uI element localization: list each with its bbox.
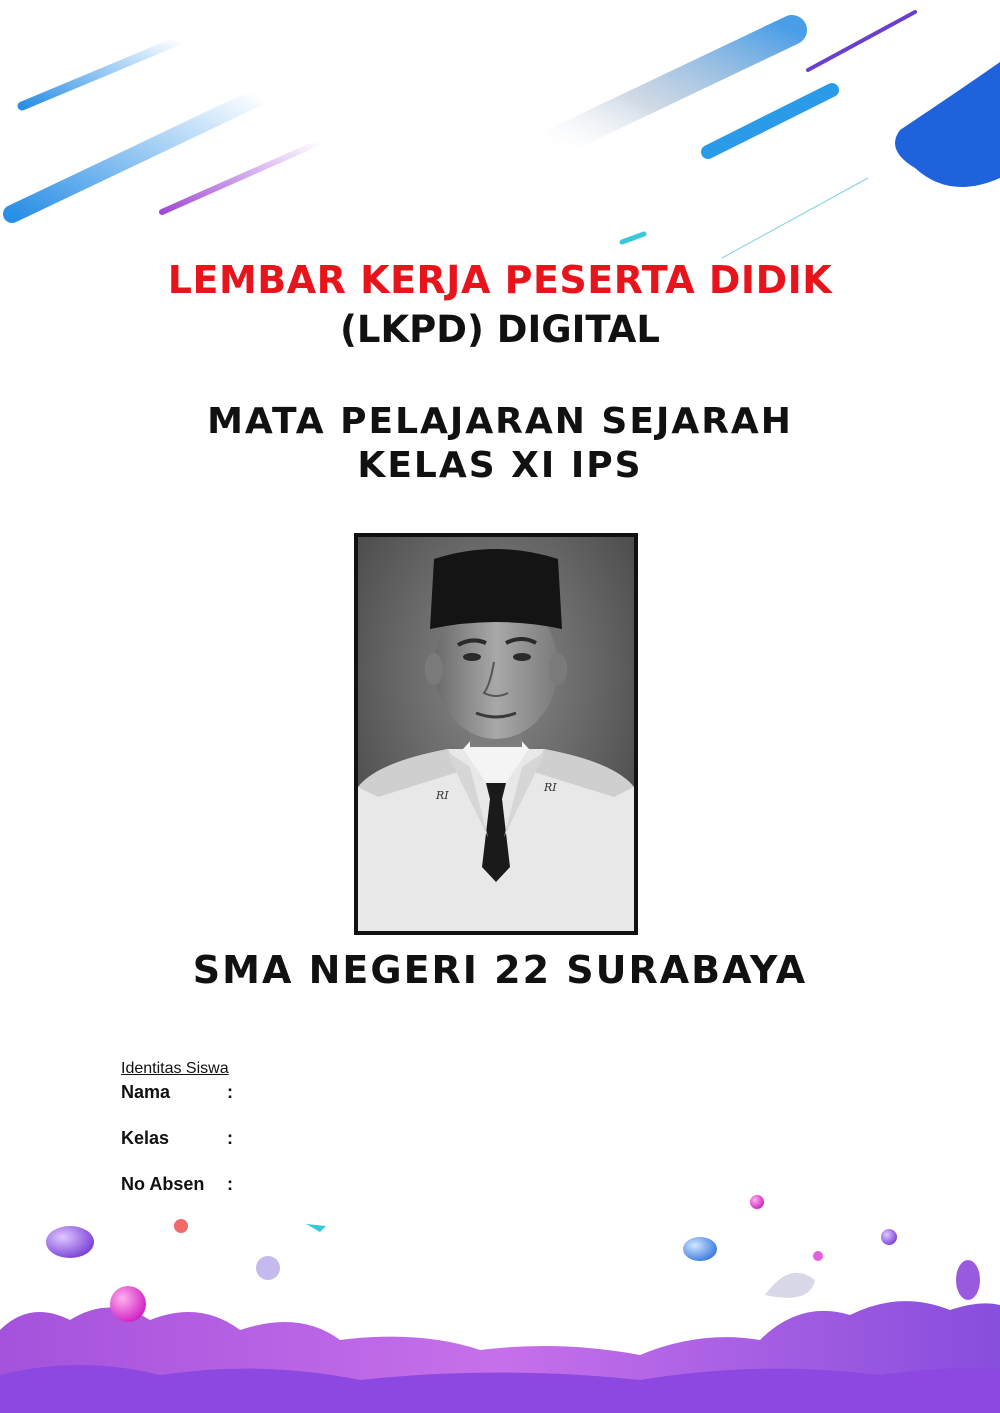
- school-name: SMA NEGERI 22 SURABAYA: [192, 948, 808, 992]
- class-line: KELAS XI IPS: [357, 445, 643, 486]
- document-title: LEMBAR KERJA PESERTA DIDIK: [167, 258, 833, 302]
- field-colon: :: [227, 1128, 233, 1148]
- field-label: Nama: [121, 1082, 171, 1102]
- document-subtitle: (LKPD) DIGITAL: [340, 308, 660, 351]
- field-label: Kelas: [121, 1128, 170, 1148]
- subject-block: [0, 400, 1000, 488]
- portrait-photo: [354, 533, 638, 935]
- bottom-decoration: [0, 1180, 1000, 1413]
- subject-line: MATA PELAJARAN SEJARAH: [207, 401, 793, 442]
- portrait-image: [358, 537, 634, 931]
- collar-insignia-right: RI: [544, 781, 557, 794]
- top-decoration: [0, 0, 1000, 270]
- field-colon: :: [227, 1174, 233, 1194]
- field-label: No Absen: [121, 1174, 205, 1194]
- field-colon: :: [227, 1082, 233, 1102]
- name-field[interactable]: [121, 1082, 247, 1128]
- identity-heading: Identitas Siswa: [121, 1060, 229, 1077]
- collar-insignia-left: RI: [436, 789, 449, 802]
- class-field[interactable]: [121, 1128, 247, 1174]
